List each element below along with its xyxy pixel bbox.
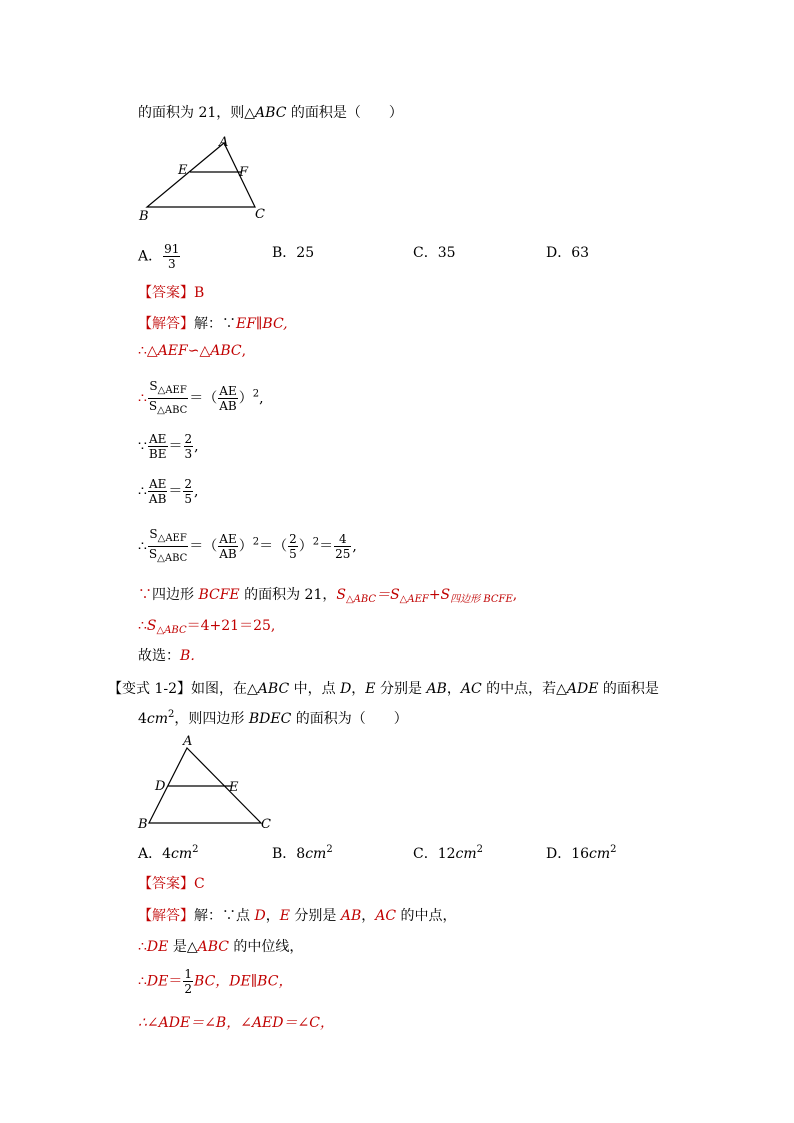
vertex-label-c-2: C [261,817,271,832]
choice-2-a: A．$4cm^2$ [138,844,199,862]
solution-1-line-4: ∵ $\frac{AE}{BE}$ ＝ $\frac{2}{3}$ , [138,432,199,461]
answer-1: 【答案】B [138,285,205,301]
vertex-label-e: E [178,163,188,178]
choice-2-b: B．$8cm^2$ [272,844,333,862]
triangle-figure-2 [135,730,285,834]
solution-1-line-6: ∴ $\frac{S_{\triangle AEF}}{S_{\triangle ABC}}$ ＝（ $\frac{AE}{AB}$ ）$^2$＝（ $\frac{2}{5}$ ）$^2$＝ $\frac{4}{25}$ , [138,527,357,564]
choice-a: A． $\frac{91}{3}$ [138,242,180,271]
solution-2-line-1: 【解答】解：∵点 D，E 分别是 AB，AC 的中点， [138,908,457,924]
vertex-label-b: B [139,209,149,224]
vertex-label-b-2: B [138,817,148,832]
choice-2-d: D．$16cm^2$ [546,844,617,862]
answer-2: 【答案】C [138,876,205,892]
solution-1-line-8: $\therefore S_{\triangle ABC}=4+21=25$, [138,618,276,636]
triangle-figure-1 [135,130,295,228]
problem1-stem: 的面积为 21，则△ABC 的面积是（ ） [138,105,403,121]
solution-1-line-2: ∴△AEF∽△ABC, [138,343,247,359]
choice-b: B．25 [272,245,315,261]
problem2-stem-line-1: 【变式 1-2】如图，在△ABC 中，点 D，E 分别是 AB，AC 的中点，若△ADE 的面积是 [108,681,659,697]
solution-2-line-2: ∴DE 是△ABC 的中位线， [138,939,304,955]
vertex-label-a: A [219,135,229,150]
solution-2-line-3: ∴DE＝ $\frac{1}{2}$ BC，DE∥BC， [138,967,293,996]
solution-2-line-4: ∴∠ADE＝∠B，∠AED＝∠C， [138,1015,334,1031]
vertex-label-e-2: E [229,780,239,795]
problem2-stem-line-2: $4cm^2$，则四边形 BDEC 的面积为（ ） [138,709,408,727]
choice-c: C．35 [413,245,456,261]
vertex-label-f: F [239,165,249,180]
solution-1-line-9: 故选：B． [138,648,205,664]
solution-1-line-5: ∴ $\frac{AE}{AB}$ ＝ $\frac{2}{5}$ , [138,477,199,506]
vertex-label-a-2: A [183,734,193,749]
choice-a-fraction: $\frac{91}{3}$ [164,242,180,271]
vertex-label-c: C [255,207,265,222]
choice-d: D．63 [546,245,590,261]
vertex-label-d-2: D [155,779,166,794]
solution-1-line-1: 【解答】解：∵EF∥BC, [138,316,288,332]
solution-1-line-7: ∵四边形 BCFE 的面积为 21，$S_{\triangle ABC}=S_{\triangle AEF}+S_{四边形 BCFE}$, [138,587,518,605]
solution-1-line-3: ∴ $\frac{S_{\triangle AEF}}{S_{\triangle ABC}}$ ＝（ $\frac{AE}{AB}$ ）$^2$, [138,379,264,416]
choice-2-c: C．$12cm^2$ [413,844,484,862]
